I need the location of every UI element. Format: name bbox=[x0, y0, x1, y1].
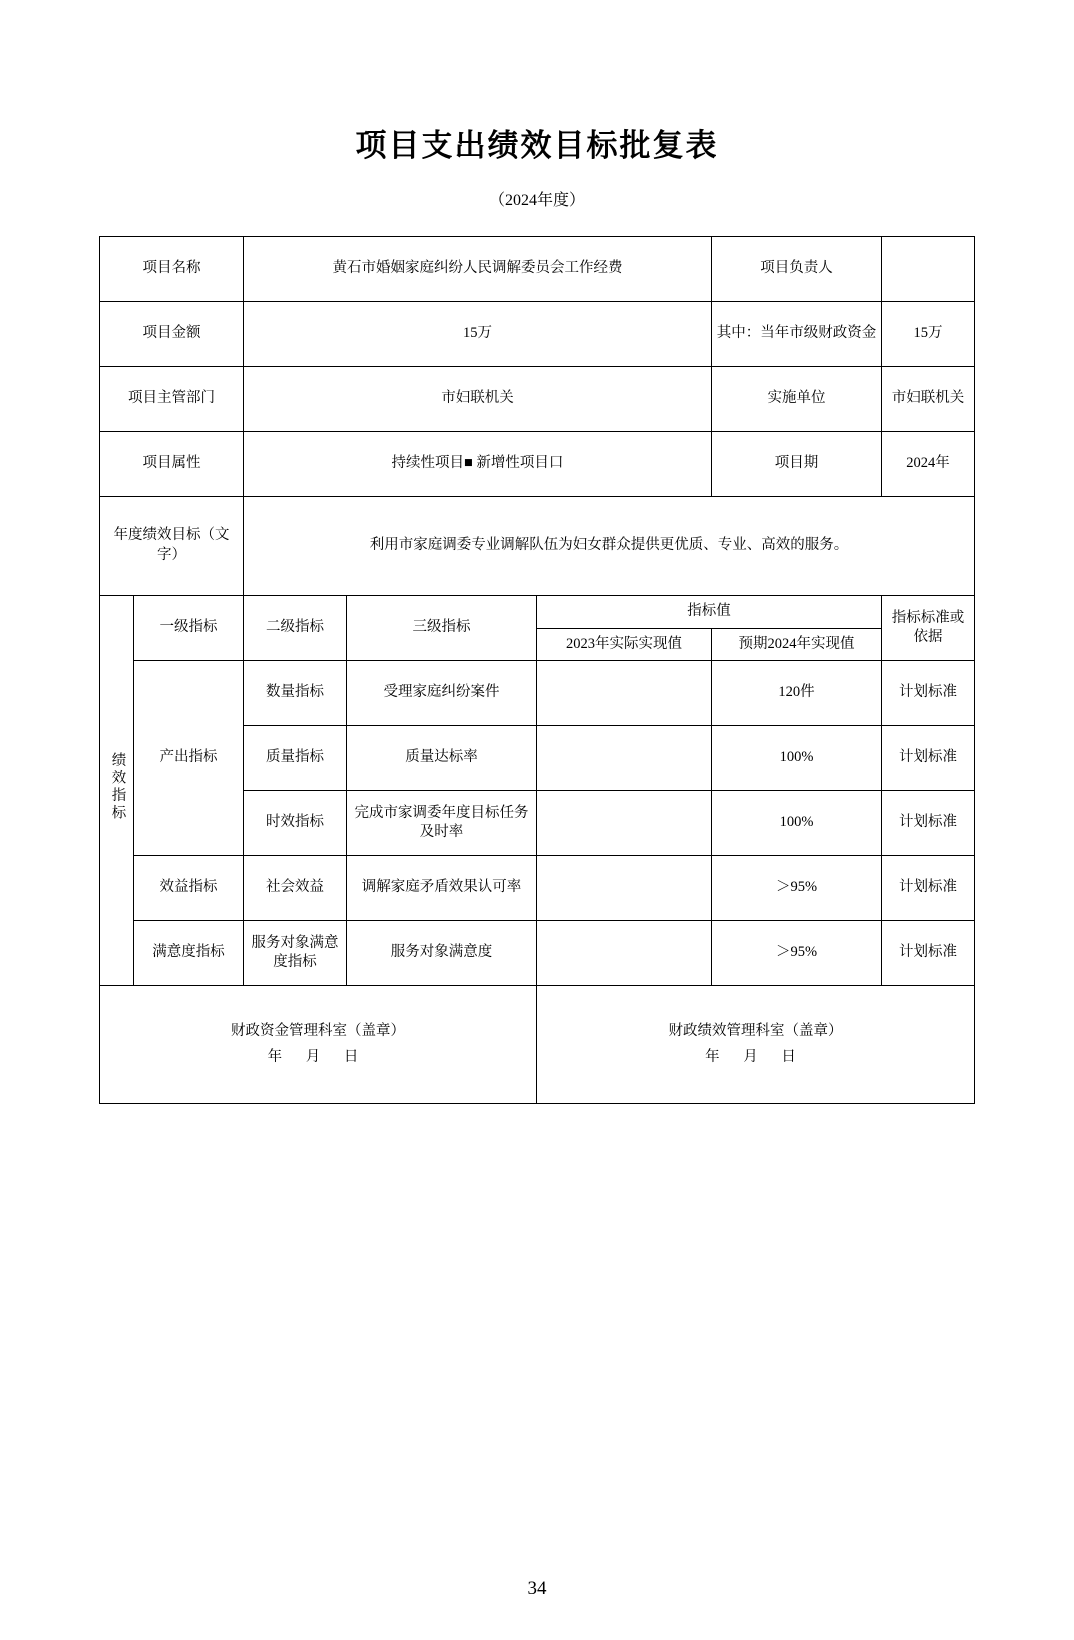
table-row bbox=[99, 497, 974, 596]
header-value-group: 指标值 bbox=[536, 596, 881, 629]
annual-goal-value: 利用市家庭调委专业调解队伍为妇女群众提供更优质、专业、高效的服务。 bbox=[243, 497, 974, 596]
page-number: 34 bbox=[527, 1578, 547, 1599]
row-expected-2024: 100% bbox=[712, 726, 882, 791]
period-value: 2024年 bbox=[882, 432, 975, 497]
row-level2: 社会效益 bbox=[243, 856, 346, 921]
signature-right-title: 财政绩效管理科室（盖章） bbox=[668, 1023, 843, 1040]
document-page bbox=[0, 120, 1074, 1640]
row-level1: 产出指标 bbox=[133, 661, 243, 856]
row-standard: 计划标准 bbox=[882, 921, 975, 986]
project-amount-label: 项目金额 bbox=[99, 302, 243, 367]
row-level3: 服务对象满意度 bbox=[346, 921, 536, 986]
signature-left bbox=[99, 986, 536, 1104]
row-expected-2024: 100% bbox=[712, 791, 882, 856]
table-row bbox=[99, 237, 974, 302]
attribute-value: 持续性项目■ 新增性项目口 bbox=[243, 432, 711, 497]
table-row bbox=[99, 432, 974, 497]
signature-right bbox=[536, 986, 974, 1104]
signature-left-title: 财政资金管理科室（盖章） bbox=[230, 1023, 405, 1040]
row-level2: 质量指标 bbox=[243, 726, 346, 791]
row-standard: 计划标准 bbox=[882, 726, 975, 791]
page-title: 项目支出绩效目标批复表 bbox=[355, 128, 719, 163]
row-actual-2023 bbox=[536, 726, 711, 791]
supervisor-label: 项目主管部门 bbox=[99, 367, 243, 432]
project-leader-value bbox=[882, 237, 975, 302]
period-label: 项目期 bbox=[712, 432, 882, 497]
row-level2: 服务对象满意度指标 bbox=[243, 921, 346, 986]
row-level1: 效益指标 bbox=[133, 856, 243, 921]
row-standard: 计划标准 bbox=[882, 661, 975, 726]
annual-goal-label: 年度绩效目标（文字） bbox=[99, 497, 243, 596]
row-level3: 调解家庭矛盾效果认可率 bbox=[346, 856, 536, 921]
signature-row bbox=[99, 986, 974, 1104]
indicator-side-label: 绩效指标 bbox=[99, 596, 133, 986]
performance-target-table bbox=[99, 236, 975, 1104]
city-fund-label: 其中：当年市级财政资金 bbox=[712, 302, 882, 367]
row-standard: 计划标准 bbox=[882, 856, 975, 921]
row-level3: 质量达标率 bbox=[346, 726, 536, 791]
row-level2: 时效指标 bbox=[243, 791, 346, 856]
row-actual-2023 bbox=[536, 791, 711, 856]
attribute-label: 项目属性 bbox=[99, 432, 243, 497]
row-actual-2023 bbox=[536, 921, 711, 986]
table-header-row bbox=[99, 596, 974, 629]
page-subtitle: （2024年度） bbox=[488, 192, 585, 209]
table-row bbox=[99, 921, 974, 986]
supervisor-value: 市妇联机关 bbox=[243, 367, 711, 432]
header-level2: 二级指标 bbox=[243, 596, 346, 661]
city-fund-value: 15万 bbox=[882, 302, 975, 367]
row-level3: 受理家庭纠纷案件 bbox=[346, 661, 536, 726]
row-level1: 满意度指标 bbox=[133, 921, 243, 986]
implement-label: 实施单位 bbox=[712, 367, 882, 432]
row-standard: 计划标准 bbox=[882, 791, 975, 856]
implement-value: 市妇联机关 bbox=[882, 367, 975, 432]
row-level3: 完成市家调委年度目标任务及时率 bbox=[346, 791, 536, 856]
signature-right-date: 年 月 日 bbox=[705, 1048, 806, 1065]
project-leader-label: 项目负责人 bbox=[712, 237, 882, 302]
table-row bbox=[99, 302, 974, 367]
table-row bbox=[99, 367, 974, 432]
row-expected-2024: ＞95% bbox=[712, 921, 882, 986]
table-row bbox=[99, 661, 974, 726]
row-actual-2023 bbox=[536, 661, 711, 726]
header-level1: 一级指标 bbox=[133, 596, 243, 661]
table-row bbox=[99, 856, 974, 921]
row-level2: 数量指标 bbox=[243, 661, 346, 726]
row-actual-2023 bbox=[536, 856, 711, 921]
header-actual-2023: 2023年实际实现值 bbox=[536, 628, 711, 661]
header-level3: 三级指标 bbox=[346, 596, 536, 661]
header-expected-2024: 预期2024年实现值 bbox=[712, 628, 882, 661]
signature-left-date: 年 月 日 bbox=[267, 1048, 369, 1065]
project-name-value: 黄石市婚姻家庭纠纷人民调解委员会工作经费 bbox=[243, 237, 711, 302]
project-name-label: 项目名称 bbox=[99, 237, 243, 302]
row-expected-2024: ＞95% bbox=[712, 856, 882, 921]
row-expected-2024: 120件 bbox=[712, 661, 882, 726]
header-standard: 指标标准或依据 bbox=[882, 596, 975, 661]
project-amount-value: 15万 bbox=[243, 302, 711, 367]
